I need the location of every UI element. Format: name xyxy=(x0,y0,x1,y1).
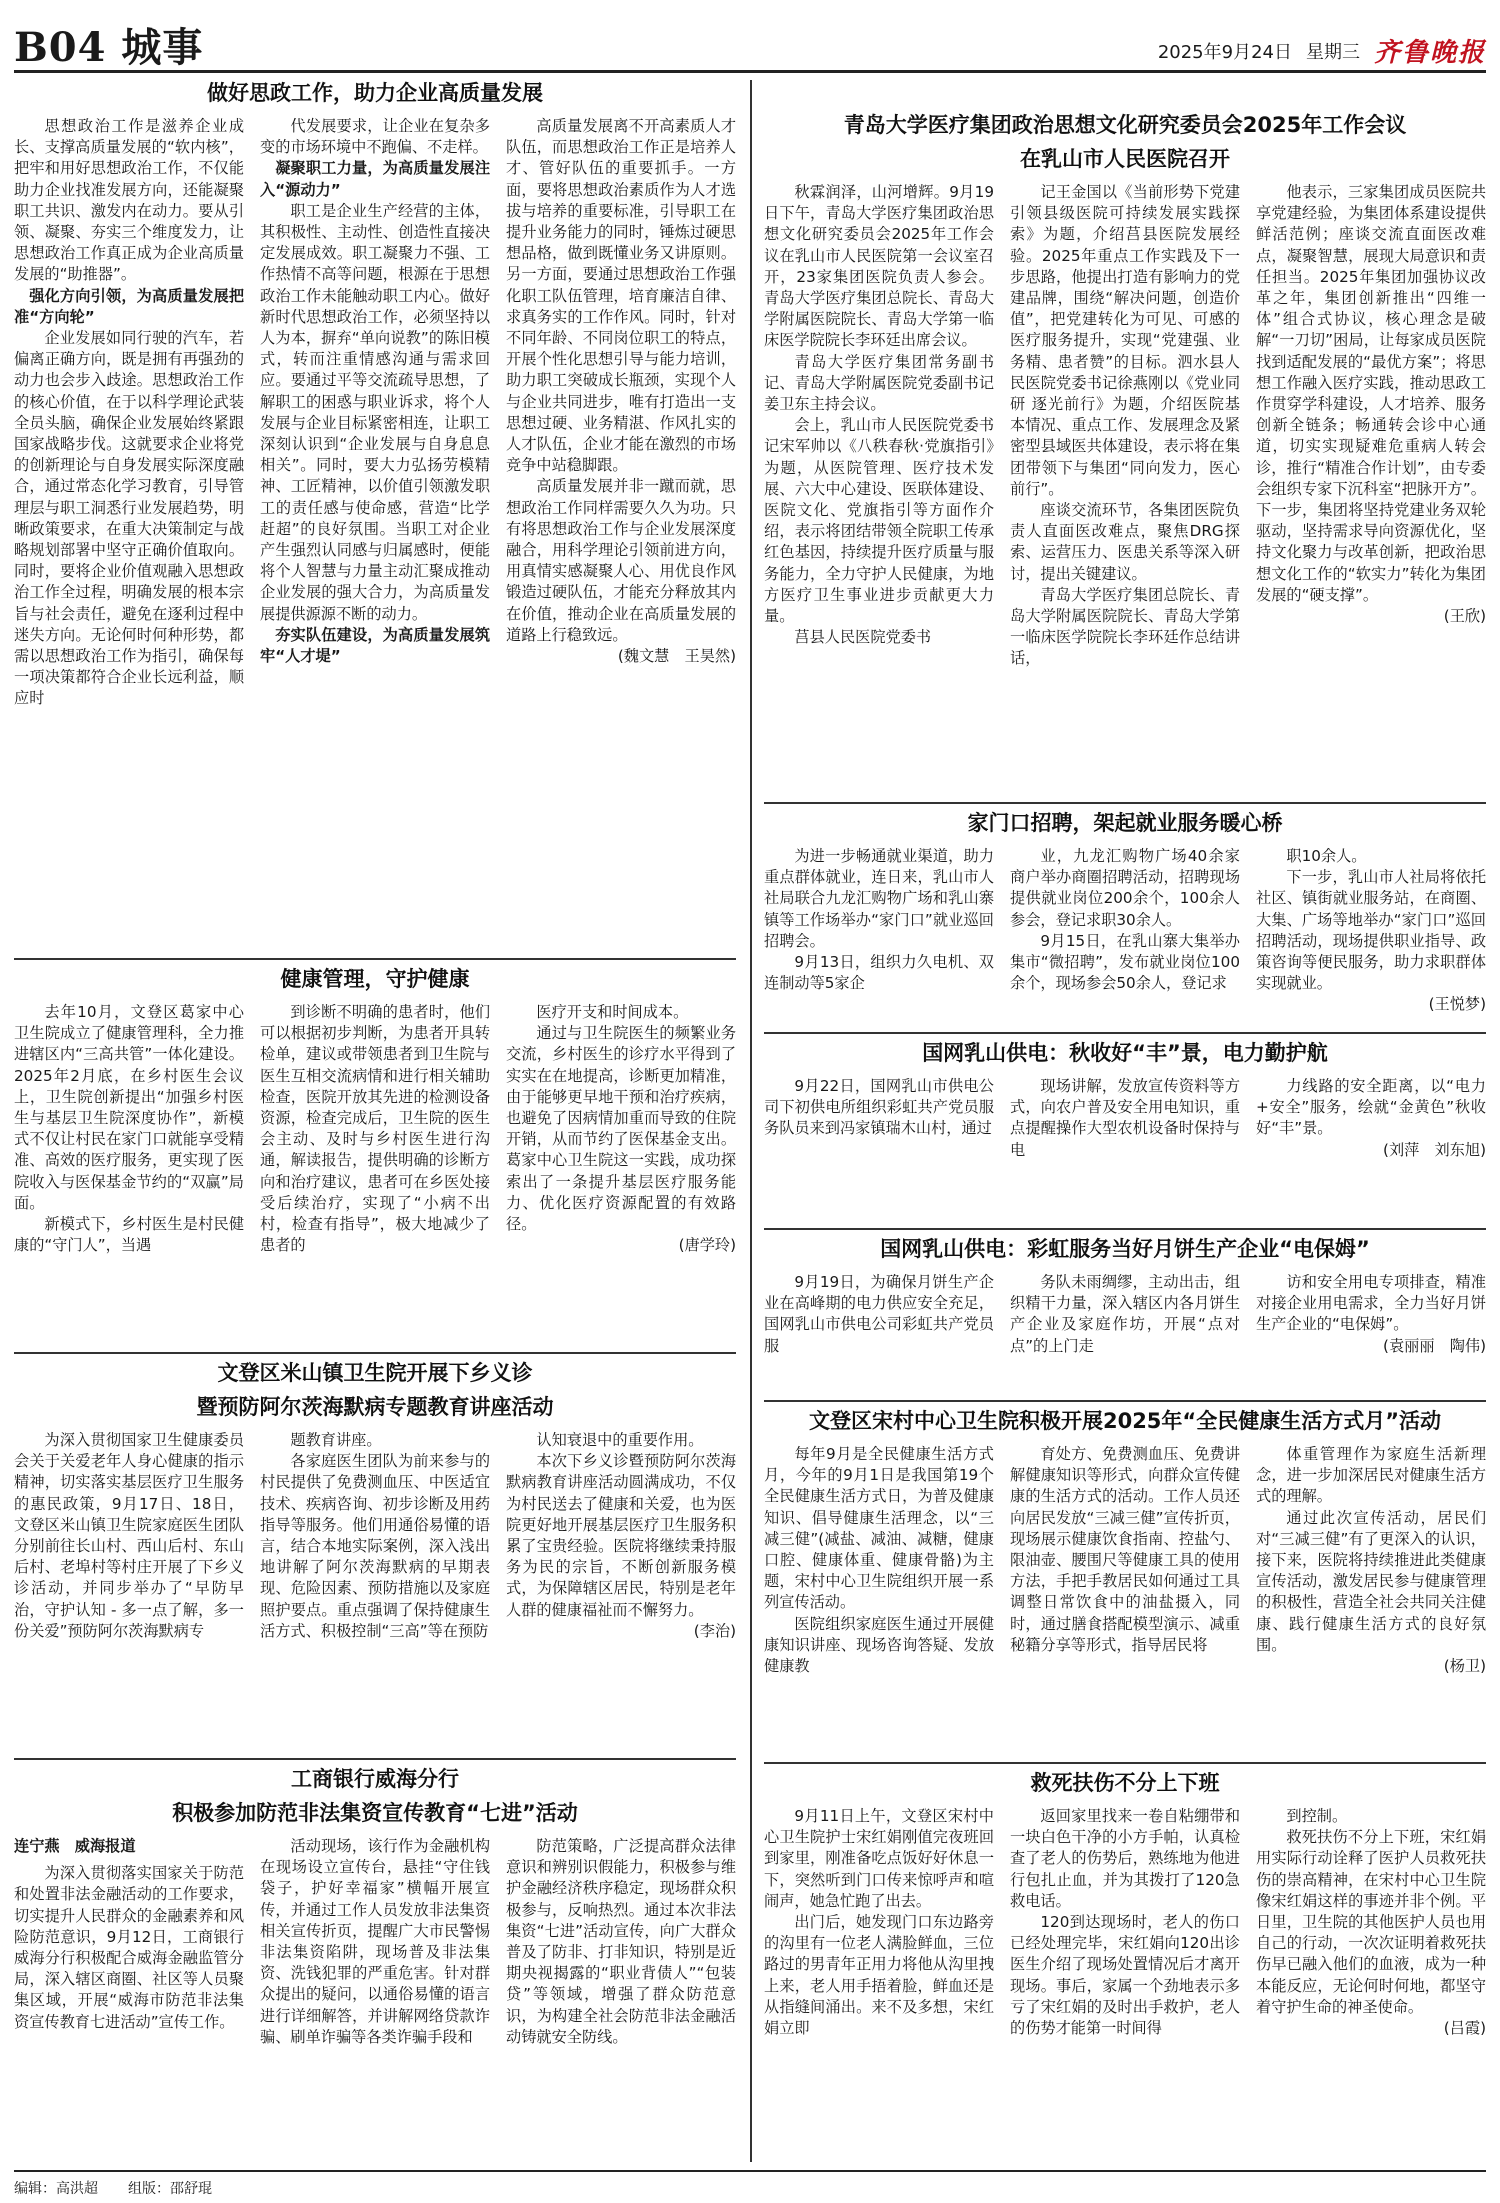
text-column xyxy=(260,1836,490,2048)
paragraph: 青岛大学医疗集团总院长、青岛大学附属医院院长、青岛大学第一临床医学院院长李环廷作总结讲话， xyxy=(1010,585,1240,668)
text-column xyxy=(1010,182,1240,670)
text-column xyxy=(14,116,244,710)
headline: 健康管理，守护健康 xyxy=(280,967,470,991)
center-divider xyxy=(750,80,752,2162)
text-column xyxy=(1010,846,1240,1016)
paragraph: 业，九龙汇购物广场40余家商户举办商圈招聘活动，招聘现场提供就业岗位200余个，100余人参会，登记求职30余人。 xyxy=(1010,847,1240,929)
article-ideological-work xyxy=(14,76,736,954)
article-qingdao-medical-group xyxy=(764,108,1486,798)
paragraph: 为深入贯彻落实国家关于防范和处置非法金融活动的工作要求，切实提升人民群众的金融素养和风险防范意识，9月12日，工商银行威海分行积极配合威海金融监管分局，深入辖区商圈、社区等人员聚集区域，开展“威海市防范非法集资宣传教育七进活动”宣传工作。 xyxy=(14,1864,244,2031)
headline: 做好思政工作，助力企业高质量发展 xyxy=(207,81,543,105)
divider xyxy=(764,1228,1486,1230)
subheading: 凝聚职工力量，为高质量发展注入“源动力” xyxy=(260,159,490,199)
divider xyxy=(14,1758,736,1760)
layout-credit: 组版：邵舒琨 xyxy=(128,2181,212,2197)
paragraph: 育处方、免费测血压、免费讲解健康知识等形式，向群众宣传健康的生活方式的活动。工作人员还向居民发放“三减三健”宣传折页，现场展示健康饮食指南、控盐勺、限油壶、腰围尺等健康工具的使用方法，手把手教居民如何通过工具调整日常饮食中的油盐摄入，同时，通过膳食搭配模型演示、减重秘籍分享等形式，指导居民将 xyxy=(1010,1445,1240,1654)
paragraph: 为深入贯彻国家卫生健康委员会关于关爱老年人身心健康的指示精神，切实落实基层医疗卫生服务的惠民政策，9月17日、18日，文登区米山镇卫生院家庭医生团队分别前往长山村、西山后村、东山后村、老埠村等村庄开展了下乡义诊活动，并同步举办了“早防早治，守护认知 - 多一点了解，多一份关爱”预防阿尔茨海默病专 xyxy=(14,1431,244,1640)
divider xyxy=(14,1352,736,1354)
text-column xyxy=(506,1836,736,2048)
paragraph: 务队未雨绸缪，主动出击，组织精干力量，深入辖区内各月饼生产企业及家庭作坊，开展“点对点”的上门走 xyxy=(1010,1273,1240,1355)
paragraph: 防范策略，广泛提高群众法律意识和辨别识假能力，积极参与维护金融经济秩序稳定，现场群众积极参与，反响热烈。通过本次非法集资“七进”活动宣传，向广大群众普及了防非、打非知识，特别是近期央视揭露的“职业背债人”“包装贷”等领域，增强了群众防范意识，为构建全社会防范非法金融活动铸就安全防线。 xyxy=(506,1837,736,2046)
text-column xyxy=(260,1002,490,1256)
divider xyxy=(14,958,736,960)
paragraph: 新模式下，乡村医生是村民健康的“守门人”，当遇 xyxy=(14,1215,244,1255)
text-column xyxy=(14,1836,244,2048)
headline: 青岛大学医疗集团政治思想文化研究委员会2025年工作会议 xyxy=(843,113,1407,137)
text-column xyxy=(1256,1076,1486,1161)
divider xyxy=(764,1762,1486,1764)
text-column xyxy=(260,116,490,710)
subheading: 夯实队伍建设，为高质量发展筑牢“人才堤” xyxy=(260,625,490,666)
headline-line-2: 暨预防阿尔茨海默病专题教育讲座活动 xyxy=(196,1395,554,1419)
author: (刘萍 刘东旭) xyxy=(1383,1140,1486,1159)
issue-weekday: 星期三 xyxy=(1305,41,1360,63)
author: (王悦梦) xyxy=(1428,995,1486,1014)
text-column xyxy=(1010,1444,1240,1677)
subheading: 强化方向引领，为高质量发展把准“方向轮” xyxy=(14,286,244,326)
paragraph: 出门后，她发现门口东边路旁的沟里有一位老人满脸鲜血，三位路过的男青年正用力将他从沟里拽上来，老人用手捂着脸，鲜血还是从指缝间涌出。来不及多想，宋红娟立即 xyxy=(764,1913,994,2038)
paragraph: 为进一步畅通就业渠道，助力重点群体就业，连日来，乳山市人社局联合九龙汇购物广场和乳山寨镇等工作场举办“家门口”就业巡回招聘会。 xyxy=(764,847,994,950)
paragraph: 代发展要求，让企业在复杂多变的市场环境中不跑偏、不走样。 xyxy=(260,117,490,157)
paragraph: 企业发展如同行驶的汽车，若偏离正确方向，既是拥有再强劲的动力也会步入歧途。思想政治工作的核心价值，在于以科学理论武装全员头脑，确保企业发展始终紧跟国家战略步伐。这就要求企业将党的创新理论与自身发展实际深度融合，通过常态化学习教育，引导管理层与职工洞悉行业发展趋势，明晰政策要求，在重大决策制定与战略规划部署中坚守正确价值取向。同时，要将企业价值观融入思想政治工作全过程，明确发展的根本宗旨与社会责任，避免在逐利过程中迷失方向。无论何时何种形势，都需以思想政治工作为指引，确保每一项决策都符合企业长远利益，顺应时 xyxy=(14,329,244,708)
text-column xyxy=(764,1806,994,2039)
paragraph: 力线路的安全距离，以“电力+安全”服务，绘就“金黄色”秋收好“丰”景。 xyxy=(1256,1077,1486,1138)
headline-line-2: 在乳山市人民医院召开 xyxy=(1020,147,1230,171)
divider xyxy=(764,802,1486,804)
author: (吕霞) xyxy=(1443,2019,1486,2038)
author: (王欣) xyxy=(1443,607,1486,626)
divider xyxy=(764,1032,1486,1034)
paragraph: 高质量发展离不开高素质人才队伍，而思想政治工作正是培养人才、管好队伍的重要抓手。一方面，要将思想政治素质作为人才选拔与培养的重要标准，引导职工在提升业务能力的同时，锤炼过硬思想品格，做到既懂业务又讲原则。另一方面，要通过思想政治工作强化职工队伍管理，培育廉洁自律、求真务实的工作作风。同时，针对不同年龄、不同岗位职工的特点，开展个性化思想引导与能力培训，助力职工突破成长瓶颈，实现个人与企业共同进步，唯有打造出一支思想过硬、业务精湛、作风扎实的人才队伍，企业才能在激烈的市场竞争中站稳脚跟。 xyxy=(506,117,736,475)
text-column xyxy=(1256,846,1486,1016)
paragraph: 莒县人民医院党委书 xyxy=(794,628,932,647)
paragraph: 医疗开支和时间成本。 xyxy=(536,1003,689,1021)
editor-credit: 编辑：高洪超 xyxy=(14,2181,98,2197)
article-healthy-lifestyle-month xyxy=(764,1404,1486,1758)
paragraph: 到控制。 xyxy=(1286,1807,1348,1825)
headline-line-2: 积极参加防范非法集资宣传教育“七进”活动 xyxy=(172,1801,578,1825)
text-column xyxy=(1256,1806,1486,2039)
headline: 国网乳山供电：彩虹服务当好月饼生产企业“电保姆” xyxy=(880,1237,1370,1261)
paragraph: 救死扶伤不分上下班，宋红娟用实际行动诠释了医护人员救死扶伤的崇高精神，在宋村中心卫生院像宋红娟这样的事迹并非个例。平日里，卫生院的其他医护人员也用自己的行动，一次次证明着救死扶伤早已融入他们的血液，成为一种本能反应，无论何时何地，都坚守着守护生命的神圣使命。 xyxy=(1256,1828,1486,2016)
paragraph: 活动现场，该行作为金融机构在现场设立宣传台，悬挂“守住钱袋子，护好幸福家”横幅开展宣传，并通过工作人员发放非法集资相关宣传折页，提醒广大市民警惕非法集资陷阱，现场普及非法集资、洗钱犯罪的严重危害。针对群众提出的疑问，以通俗易懂的语言进行详细解答，并讲解网络贷款诈骗、刷单诈骗等各类诈骗手段和 xyxy=(260,1837,490,2046)
author: (唐学玲) xyxy=(678,1236,736,1255)
header-meta xyxy=(1158,32,1486,69)
paragraph: 通过与卫生院医生的频繁业务交流，乡村医生的诊疗水平得到了实实在在地提高，诊断更加精准，由于能够更早地干预和治疗疾病，也避免了因病情加重而导致的住院开销，从而节约了医保基金支出。葛家中心卫生院这一实践，成功探索出了一条提升基层医疗服务能力、优化医疗资源配置的有效路径。 xyxy=(506,1024,736,1234)
paragraph: 返回家里找来一卷自粘绷带和一块白色干净的小方手帕，认真检查了老人的伤势后，熟练地为他进行包扎止血，并为其拨打了120急救电话。 xyxy=(1010,1807,1240,1910)
headline: 文登区宋村中心卫生院积极开展2025年“全民健康生活方式月”活动 xyxy=(808,1409,1442,1433)
paragraph: 9月15日，在乳山寨大集举办集市“微招聘”，发布就业岗位100余个，现场参会50余人，登记求 xyxy=(1010,931,1240,993)
paragraph: 现场讲解，发放宣传资料等方式，向农户普及安全用电知识，重点提醒操作大型农机设备时保持与电 xyxy=(1010,1077,1240,1159)
headline: 救死扶伤不分上下班 xyxy=(1030,1771,1220,1795)
paragraph: 青岛大学医疗集团常务副书记、青岛大学附属医院党委副书记姜卫东主持会议。 xyxy=(764,352,994,414)
text-column xyxy=(260,1430,490,1642)
text-column xyxy=(764,182,994,670)
page-footer xyxy=(14,2170,1486,2198)
text-column xyxy=(1256,1272,1486,1357)
paragraph: 记王金国以《当前形势下党建引领县级医院可持续发展实践探索》为题，介绍莒县医院发展经验。2025年重点工作实践及下一步思路，他提出打造有影响力的党建品牌，围绕“解决问题，创造价值”，把党建转化为可见、可感的医疗服务提升，实现“党建强、业务精、患者赞”的目标。泗水县人民医院党委书记徐燕刚以《党业同研 逐光前行》为题，介绍医院基本情况、重点工作、发展理念及紧密型县域医共体建设，表示将在集团带领下与集团“同向发力，医心前行”。 xyxy=(1010,183,1240,498)
paragraph: 本次下乡义诊暨预防阿尔茨海默病教育讲座活动圆满成功，不仅为村民送去了健康和关爱，也为医院更好地开展基层医疗卫生服务积累了宝贵经验。医院将继续秉持服务为民的宗旨，不断创新服务模式，为保障辖区居民，特别是老年人群的健康福祉而不懈努力。 xyxy=(506,1452,736,1619)
text-column xyxy=(1256,182,1486,670)
newspaper-logo: 齐鲁晚报 xyxy=(1373,38,1486,68)
article-autumn-harvest-power xyxy=(764,1036,1486,1224)
paragraph: 各家庭医生团队为前来参与的村民提供了免费测血压、中医适宜技术、疾病咨询、初步诊断及用药指导等服务。他们用通俗易懂的语言，结合本地实际案例，深入浅出地讲解了阿尔茨海默病的早期表现、危险因素、预防措施以及家庭照护要点。重点强调了保持健康生活方式、积极控制“三高”等在预防 xyxy=(260,1452,490,1640)
page-section-title: B04 城事 xyxy=(14,24,204,71)
text-column xyxy=(764,1076,994,1161)
issue-date: 2025年9月24日 xyxy=(1157,41,1292,63)
headline: 国网乳山供电：秋收好“丰”景，电力勤护航 xyxy=(922,1041,1328,1065)
headline: 工商银行威海分行 xyxy=(291,1767,459,1791)
paragraph: 访和安全用电专项排查，精准对接企业用电需求，全力当好月饼生产企业的“电保姆”。 xyxy=(1256,1273,1486,1334)
article-health-management xyxy=(14,962,736,1348)
paragraph: 高质量发展并非一蹴而就，思想政治工作同样需要久久为功。只有将思想政治工作与企业发展深度融合，用科学理论引领前进方向，用真情实感凝聚人心、用优良作风锻造过硬队伍，才能充分释放其内在价值，推动企业在高质量发展的道路上行稳致远。 xyxy=(506,477,736,644)
paragraph: 座谈交流环节，各集团医院负责人直面医改难点，聚焦DRG探索、运营压力、医患关系等深入研讨，提出关键建议。 xyxy=(1010,501,1240,583)
byline: 连宁燕 威海报道 xyxy=(14,1837,136,1855)
text-column xyxy=(506,1002,736,1256)
headline: 家门口招聘，架起就业服务暖心桥 xyxy=(967,811,1283,835)
paragraph: 下一步，乳山市人社局将依托社区、镇街就业服务站，在商圈、大集、广场等地举办“家门口”巡回招聘活动，现场提供职业指导、政策咨询等便民服务，助力求职群体实现就业。 xyxy=(1256,868,1486,993)
author: (李治) xyxy=(693,1621,736,1640)
paragraph: 去年10月，文登区葛家中心卫生院成立了健康管理科，全力推进辖区内“三高共管”一体化建设。2025年2月底，在乡村医生会议上，卫生院创新提出“加强乡村医生与基层卫生院深度协作”，新模式不仅让村民在家门口就能享受精准、高效的医疗服务，更实现了医院收入与医保基金节约的“双赢”局面。 xyxy=(14,1003,244,1212)
author: (袁丽丽 陶伟) xyxy=(1383,1336,1486,1355)
page-header xyxy=(14,8,1486,73)
text-column xyxy=(506,116,736,710)
article-icbc-weihai xyxy=(14,1762,736,2162)
text-column xyxy=(1256,1444,1486,1677)
paragraph: 9月13日，组织力久电机、双连制动等5家企 xyxy=(764,953,994,993)
paragraph: 9月11日上午，文登区宋村中心卫生院护士宋红娟刚值完夜班回到家里，刚准备吃点饭好好休息一下，突然听到门口传来惊呼声和喧闹声，她急忙跑了出去。 xyxy=(764,1807,994,1910)
paragraph: 职工是企业生产经营的主体，其积极性、主动性、创造性直接决定发展成效。职工凝聚力不强、工作热情不高等问题，根源在于思想政治工作未能触动职工内心。做好新时代思想政治工作，必须坚持以人为本，摒弃“单向说教”的陈旧模式，转而注重情感沟通与需求回应。要通过平等交流疏导思想，了解职工的困惑与职业诉求，将个人发展与企业目标紧密相连，让职工深刻认识到“企业发展与自身息息相关”。同时，要大力弘扬劳模精神、工匠精神，以价值引领激发职工的责任感与使命感，营造“比学赶超”的良好氛围。当职工对企业产生强烈认同感与归属感时，便能将个人智慧与力量主动汇聚成推动企业发展的强大合力，为高质量发展提供源源不断的动力。 xyxy=(260,201,490,623)
paragraph: 每年9月是全民健康生活方式月，今年的9月1日是我国第19个全民健康生活方式日，为普及健康知识、倡导健康生活理念，以“三减三健”(减盐、减油、减糖，健康口腔、健康体重、健康骨骼)为主题，宋村中心卫生院组织开展一系列宣传活动。 xyxy=(764,1445,994,1612)
paragraph: 到诊断不明确的患者时，他们可以根据初步判断，为患者开具转检单，建议或带领患者到卫生院与医生互相交流病情和进行相关辅助检查，医院开放其先进的检测设备资源，检查完成后，卫生院的医生会主动、及时与乡村医生进行沟通，解读报告，提供明确的诊断方向和治疗建议，患者可在乡医处接受后续治疗，实现了“小病不出村，检查有指导”，极大地减少了患者的 xyxy=(260,1003,490,1255)
author: (杨卫) xyxy=(1443,1657,1486,1676)
paragraph: 120到达现场时，老人的伤口已经处理完毕，宋红娟向120出诊医生介绍了现场处置情况后才离开现场。事后，家属一个劲地表示多亏了宋红娟的及时出手救护，老人的伤势才能第一时间得 xyxy=(1010,1913,1240,2038)
paragraph: 职10余人。 xyxy=(1286,847,1367,865)
paragraph: 会上，乳山市人民医院党委书记宋军帅以《八秩春秋·党旗指引》为题，从医院管理、医疗技术发展、六大中心建设、医联体建设、医院文化、党旗指引等方面作介绍，表示将团结带领全院职工传承红色基因，持续提升医疗质量与服务能力，全力守护人民健康，为地方医疗卫生事业进步贡献更大力量。 xyxy=(764,416,994,626)
text-column xyxy=(1010,1272,1240,1357)
paragraph: 认知衰退中的重要作用。 xyxy=(536,1431,704,1449)
paragraph: 医院组织家庭医生通过开展健康知识讲座、现场咨询答疑、发放健康教 xyxy=(764,1614,994,1676)
paragraph: 9月22日，国网乳山市供电公司下初供电所组织彩虹共产党员服务队员来到冯家镇瑞木山村，通过 xyxy=(764,1077,994,1138)
text-column xyxy=(764,1444,994,1677)
text-column xyxy=(506,1430,736,1642)
text-column xyxy=(1010,1076,1240,1161)
author: (魏文慧 王昊然) xyxy=(617,647,736,666)
paragraph: 题教育讲座。 xyxy=(290,1431,382,1449)
article-job-fair xyxy=(764,806,1486,1028)
text-column xyxy=(764,1272,994,1357)
article-mooncake-power xyxy=(764,1232,1486,1396)
text-column xyxy=(1010,1806,1240,2039)
paragraph: 9月19日，为确保月饼生产企业在高峰期的电力供应安全充足，国网乳山市供电公司彩虹共产党员服 xyxy=(764,1273,994,1355)
paragraph: 思想政治工作是滋养企业成长、支撑高质量发展的“软内核”，把牢和用好思想政治工作，不仅能助力企业找准发展方向，还能凝聚职工共识、激发内在动力。要从引领、凝聚、夯实三个维度发力，让思想政治工作真正成为企业高质量发展的“助推器”。 xyxy=(14,117,244,284)
article-mishan-clinic xyxy=(14,1356,736,1754)
headline: 文登区米山镇卫生院开展下乡义诊 xyxy=(217,1361,533,1385)
text-column xyxy=(14,1002,244,1256)
paragraph: 体重管理作为家庭生活新理念，进一步加深居民对健康生活方式的理解。 xyxy=(1256,1445,1486,1506)
paragraph: 秋霖润泽，山河增辉。9月19日下午，青岛大学医疗集团政治思想文化研究委员会2025年工作会议在乳山市人民医院第一会议室召开，23家集团医院负责人参会。青岛大学医疗集团总院长、青岛大学附属医院院长、青岛大学第一临床医学院院长李环廷出席会议。 xyxy=(764,183,994,350)
divider xyxy=(764,1400,1486,1402)
article-off-duty-rescue xyxy=(764,1766,1486,2162)
text-column xyxy=(764,846,994,1016)
paragraph: 他表示，三家集团成员医院共享党建经验，为集团体系建设提供鲜活范例；座谈交流直面医改难点，凝聚智慧，展现大局意识和责任担当。2025年集团加强协议改革之年，集团创新推出“四维一体”组合式协议，核心理念是破解“一刀切”困局，让每家成员医院找到适配发展的“最优方案”；将思想工作融入医疗实践，推动思政工作贯穿学科建设，人才培养、服务创新全链条；畅通转会诊中心通道，切实实现疑难危重病人转会诊，推行“精准合作计划”，由专委会组织专家下沉科室“把脉开方”。下一步，集团将坚持党建业务双轮驱动，坚持需求导向资源优化，坚持文化聚力与改革创新，把政治思想文化工作的“软实力”转化为集团发展的“硬支撑”。 xyxy=(1256,183,1486,604)
paragraph: 通过此次宣传活动，居民们对“三减三健”有了更深入的认识，接下来，医院将持续推进此类健康宣传活动，激发居民参与健康管理的积极性，营造全社会共同关注健康、践行健康生活方式的良好氛围。 xyxy=(1256,1508,1486,1654)
text-column xyxy=(14,1430,244,1642)
